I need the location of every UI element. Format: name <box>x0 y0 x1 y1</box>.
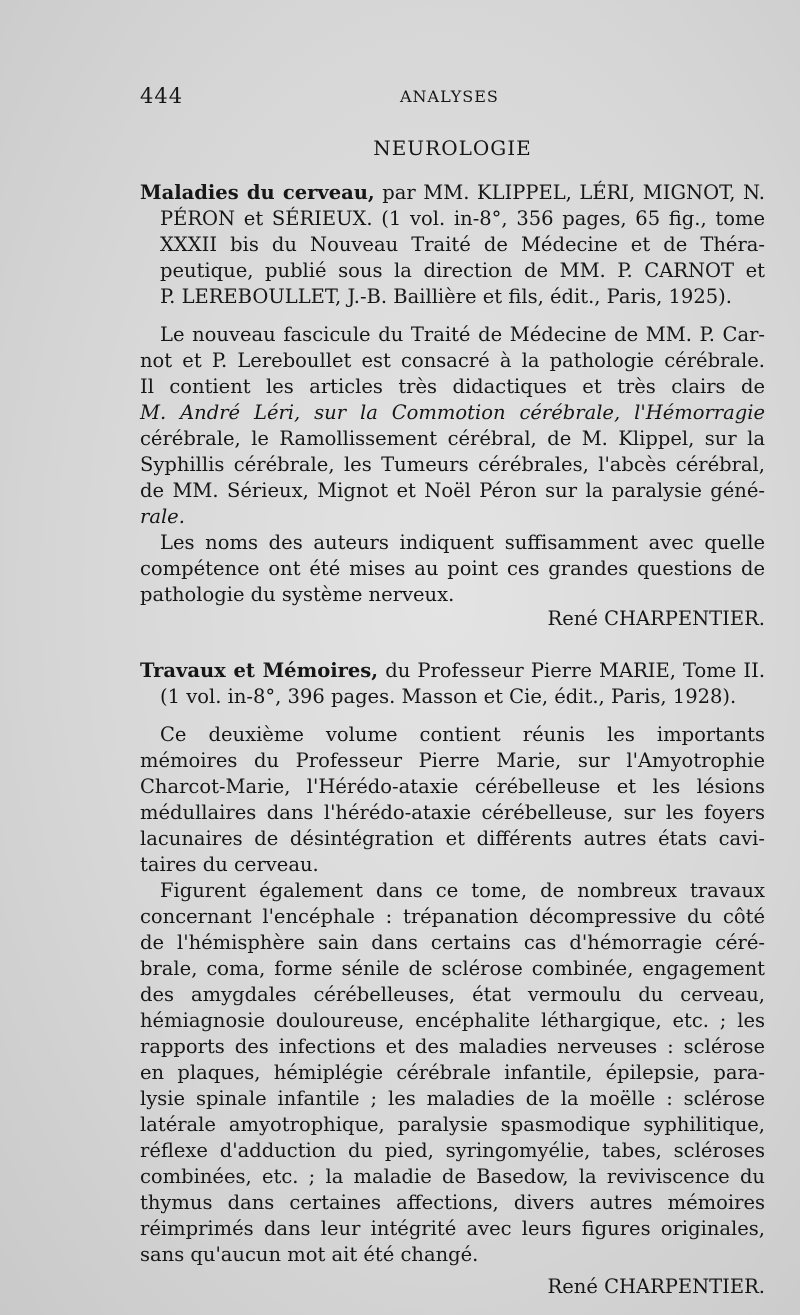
review2-body-line: brale, coma, forme sénile de sclérose combinée, engagement <box>140 957 765 980</box>
review2-ref-line: Travaux et Mémoires, du Professeur Pierre MARIE, Tome II. <box>140 659 766 682</box>
page-number: 444 <box>140 84 184 108</box>
review2-body-line: de l'hémisphère sain dans certains cas d'hémorragie céré- <box>140 931 765 954</box>
review2-body-line: médullaires dans l'hérédo-ataxie cérébelleuse, sur les foyers <box>140 801 765 824</box>
review2-body-line: réimprimés dans leur intégrité avec leurs figures originales, <box>140 1217 765 1240</box>
review2-body-line: sans qu'aucun mot ait été changé. <box>140 1243 479 1266</box>
review1-body-line: pathologie du système nerveux. <box>140 583 455 606</box>
review1-ref-line: XXXII bis du Nouveau Traité de Médecine et de Théra- <box>160 233 765 256</box>
review1-ref-line: peutique, publié sous la direction de MM. P. CARNOT et <box>160 259 765 282</box>
review1-body-line: Les noms des auteurs indiquent suffisamment avec quelle <box>160 531 765 554</box>
review2-body-line: rapports des infections et des maladies nerveuses : sclérose <box>140 1035 765 1058</box>
review2-body-line: en plaques, hémiplégie cérébrale infantile, épilepsie, para- <box>140 1061 765 1084</box>
review1-ref-line: Maladies du cerveau, par MM. KLIPPEL, LÉRI, MIGNOT, N. <box>140 181 765 204</box>
review2-ref-line: (1 vol. in-8°, 396 pages. Masson et Cie, édit., Paris, 1928). <box>160 685 737 708</box>
review2-body-line: thymus dans certaines affections, divers autres mémoires <box>140 1191 765 1214</box>
review1-body-line: cérébrale, le Ramollissement cérébral, de M. Klippel, sur la <box>140 427 765 450</box>
review1-body-line: rale. <box>140 505 185 528</box>
review1-body-line: de MM. Sérieux, Mignot et Noël Péron sur la paralysie géné- <box>140 479 765 502</box>
review2-body-line: Figurent également dans ce tome, de nombreux travaux <box>160 879 765 902</box>
review1-body-line: compétence ont été mises au point ces grandes questions de <box>140 557 765 580</box>
review2-body-line: lysie spinale infantile ; les maladies de la moëlle : sclérose <box>140 1087 765 1110</box>
review1-body-line: M. André Léri, sur la Commotion cérébrale, l'Hémorragie <box>140 401 765 424</box>
review1-body-line: Le nouveau fascicule du Traité de Médecine de MM. P. Car- <box>160 323 765 346</box>
review1-ref-line: P. LEREBOULLET, J.-B. Baillière et fils, édit., Paris, 1925). <box>160 285 732 308</box>
review2-body-line: Charcot-Marie, l'Hérédo-ataxie cérébelleuse et les lésions <box>140 775 765 798</box>
review1-body-line: Syphillis cérébrale, les Tumeurs cérébrales, l'abcès cérébral, <box>140 453 765 476</box>
review1-body-line: Il contient les articles très didactiques et très clairs de <box>140 375 765 398</box>
review2-body-line: Ce deuxième volume contient réunis les importants <box>160 723 765 746</box>
review1-ref-line: PÉRON et SÉRIEUX. (1 vol. in-8°, 356 pages, 65 fig., tome <box>160 207 765 230</box>
review2-body-line: réflexe d'adduction du pied, syringomyélie, tabes, scléroses <box>140 1139 765 1162</box>
page-header <box>140 84 765 110</box>
review2-body-line: des amygdales cérébelleuses, état vermoulu du cerveau, <box>140 983 765 1006</box>
review2-body-line: hémiagnosie douloureuse, encéphalite léthargique, etc. ; les <box>140 1009 765 1032</box>
running-head: ANALYSES <box>400 87 499 106</box>
review1-body-line: not et P. Lereboullet est consacré à la pathologie cérébrale. <box>140 349 765 372</box>
review2-body-line: taires du cerveau. <box>140 853 319 876</box>
review1-signature: René CHARPENTIER. <box>547 607 765 630</box>
review2-body-line: mémoires du Professeur Pierre Marie, sur l'Amyotrophie <box>140 749 765 772</box>
review2-body-line: combinées, etc. ; la maladie de Basedow, la reviviscence du <box>140 1165 765 1188</box>
review2-body-line: lacunaires de désintégration et différents autres états cavi- <box>140 827 765 850</box>
section-title: NEUROLOGIE <box>373 136 532 160</box>
review2-body-line: latérale amyotrophique, paralysie spasmodique syphilitique, <box>140 1113 765 1136</box>
review2-signature: René CHARPENTIER. <box>547 1275 765 1298</box>
review2-body-line: concernant l'encéphale : trépanation décompressive du côté <box>140 905 765 928</box>
